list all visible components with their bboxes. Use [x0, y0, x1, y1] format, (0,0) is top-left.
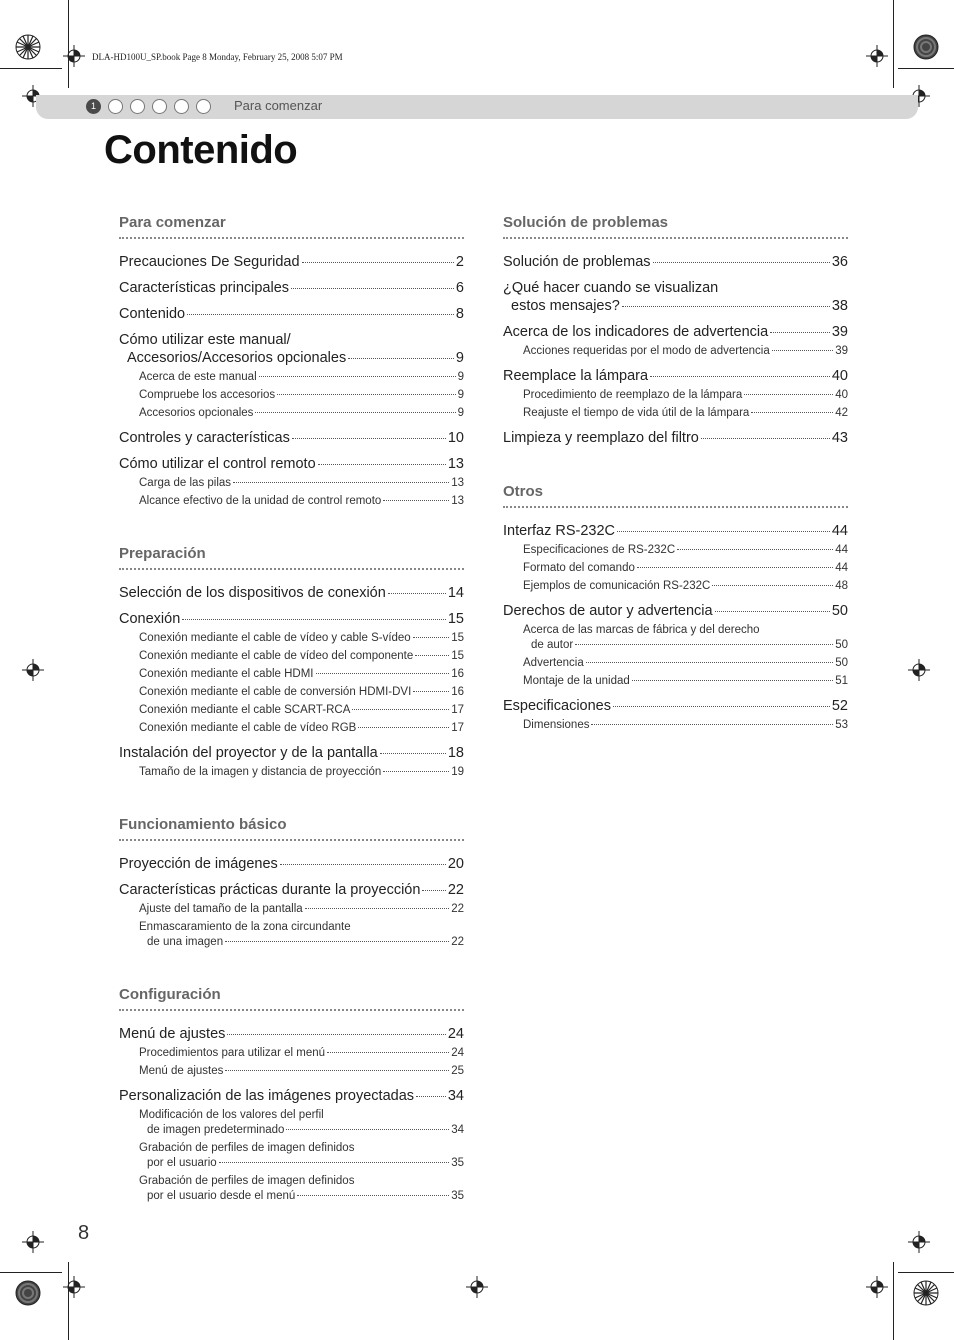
dot-leader: [383, 500, 449, 501]
toc-page-number: 50: [835, 657, 848, 669]
chapter-label: Para comenzar: [234, 98, 323, 113]
toc-page-number: 36: [831, 254, 848, 270]
dot-leader: [227, 1034, 445, 1035]
toc-entry-text: Controles y características: [119, 430, 290, 446]
toc-section: [503, 483, 848, 733]
toc-subentry[interactable]: [119, 685, 464, 700]
dot-leader: [586, 662, 833, 663]
toc-entry-text: Instalación del proyector y de la pantalla: [119, 745, 378, 761]
toc-entry[interactable]: [503, 367, 848, 385]
toc-entry-text-line2: por el usuario: [147, 1157, 217, 1169]
toc-entry-text: Conexión mediante el cable de vídeo y cable S-vídeo: [139, 632, 411, 644]
toc-section: [119, 214, 464, 509]
dot-leader: [259, 376, 456, 377]
toc-subentry[interactable]: [503, 718, 848, 733]
toc-section-title: Funcionamiento básico: [119, 816, 464, 841]
toc-entry-text: Acerca de las marcas de fábrica y del derecho: [523, 624, 760, 636]
dot-leader: [316, 673, 450, 674]
toc-entry[interactable]: [119, 429, 464, 447]
toc-page-number: 35: [451, 1157, 464, 1169]
page-number: 8: [78, 1222, 90, 1244]
toc-section-title: Otros: [503, 483, 848, 508]
toc-subentry[interactable]: [119, 902, 464, 917]
toc-section: [119, 545, 464, 780]
crosshair-circle-icon: [466, 1276, 488, 1298]
toc-page-number: 15: [451, 632, 464, 644]
dot-leader: [632, 680, 833, 681]
toc-entry-text: Reajuste el tiempo de vida útil de la lámpara: [523, 407, 750, 419]
dot-leader: [225, 941, 449, 942]
toc-entry-text: Solución de problemas: [503, 254, 651, 270]
dot-leader: [413, 691, 449, 692]
toc-entry[interactable]: [119, 584, 464, 602]
toc-entry-text: Proyección de imágenes: [119, 856, 278, 872]
toc-subentry[interactable]: [503, 674, 848, 689]
toc-entry[interactable]: [119, 881, 464, 899]
toc-section: [119, 816, 464, 950]
dot-leader: [772, 350, 833, 351]
crop-mark: [0, 1272, 62, 1273]
dot-leader: [225, 1070, 449, 1071]
toc-subentry[interactable]: [119, 1174, 464, 1204]
toc-entry-text-line2: de imagen predeterminado: [147, 1124, 285, 1136]
dot-leader: [575, 644, 833, 645]
toc-entry[interactable]: [503, 279, 848, 315]
toc-page-number: 38: [831, 298, 848, 314]
dot-leader: [291, 288, 454, 289]
toc-subentry[interactable]: [119, 721, 464, 736]
dot-leader: [305, 908, 450, 909]
toc-page-number: 39: [831, 324, 848, 340]
toc-entry-continuation: [139, 1123, 464, 1138]
dot-leader: [617, 531, 830, 532]
dot-leader: [770, 332, 830, 333]
toc-subentry[interactable]: [503, 623, 848, 653]
toc-page-number: 2: [455, 254, 464, 270]
dot-leader: [388, 593, 446, 594]
toc-page-number: 14: [447, 585, 464, 601]
toc-entry-text-line2: por el usuario desde el menú: [147, 1190, 296, 1202]
toc-entry-text: Contenido: [119, 306, 186, 322]
toc-entry[interactable]: [119, 455, 464, 473]
dot-leader: [677, 549, 833, 550]
toc-page-number: 39: [835, 345, 848, 357]
toc-page-number: 40: [835, 389, 848, 401]
toc-entry-text: Cómo utilizar este manual/: [119, 332, 291, 348]
crop-mark: [898, 68, 954, 69]
toc-entry-text: Ajuste del tamaño de la pantalla: [139, 903, 303, 915]
dot-leader: [751, 412, 833, 413]
crosshair-circle-icon: [63, 1276, 85, 1298]
dot-leader: [416, 1096, 446, 1097]
dot-leader: [591, 724, 833, 725]
dot-leader: [383, 771, 449, 772]
toc-entry[interactable]: [119, 744, 464, 762]
dot-leader: [622, 306, 830, 307]
toc-entry[interactable]: [119, 610, 464, 628]
toc-entry-text: Advertencia: [523, 657, 584, 669]
toc-page-number: 6: [455, 280, 464, 296]
toc-entry-text: Grabación de perfiles de imagen definidos: [139, 1142, 355, 1154]
toc-subentry[interactable]: [119, 370, 464, 385]
toc-page-number: 35: [451, 1190, 464, 1202]
crop-mark: [893, 0, 894, 88]
toc-entry[interactable]: [503, 697, 848, 715]
toc-section-title: Configuración: [119, 986, 464, 1011]
toc-subentry[interactable]: [119, 765, 464, 780]
toc-subentry[interactable]: [503, 543, 848, 558]
sunburst-dial-icon: [913, 1280, 939, 1306]
toc-page-number: 24: [447, 1026, 464, 1042]
dot-leader: [358, 727, 449, 728]
toc-entry-text: Menú de ajustes: [119, 1026, 226, 1042]
toc-entry-text: Formato del comando: [523, 562, 635, 574]
toc-entry-text: Conexión mediante el cable de vídeo del componente: [139, 650, 414, 662]
toc-page-number: 19: [451, 766, 464, 778]
toc-subentry[interactable]: [503, 388, 848, 403]
crop-mark: [68, 0, 69, 88]
sunburst-dial-icon: [15, 1280, 41, 1306]
page-title: Contenido: [104, 128, 298, 172]
crosshair-circle-icon: [866, 1276, 888, 1298]
toc-page-number: 15: [451, 650, 464, 662]
crosshair-circle-icon: [63, 45, 85, 67]
toc-subentry[interactable]: [119, 649, 464, 664]
toc-entry-continuation: [139, 1189, 464, 1204]
toc-subentry[interactable]: [119, 703, 464, 718]
toc-page-number: 15: [447, 611, 464, 627]
dot-leader: [712, 585, 833, 586]
sunburst-dial-icon: [913, 34, 939, 60]
chapter-dot: [196, 99, 211, 114]
dot-leader: [352, 709, 449, 710]
toc-entry-text: Cómo utilizar el control remoto: [119, 456, 316, 472]
dot-leader: [650, 376, 830, 377]
toc-page-number: 50: [831, 603, 848, 619]
toc-subentry[interactable]: [119, 920, 464, 950]
toc-section-title: Preparación: [119, 545, 464, 570]
toc-entry-text: ¿Qué hacer cuando se visualizan: [503, 280, 719, 296]
toc-subentry[interactable]: [503, 344, 848, 359]
toc-entry[interactable]: [503, 429, 848, 447]
toc-entry-text: Enmascaramiento de la zona circundante: [139, 921, 351, 933]
toc-page-number: 9: [455, 350, 464, 366]
toc-subentry[interactable]: [119, 388, 464, 403]
dot-leader: [277, 394, 455, 395]
toc-entry[interactable]: [119, 1087, 464, 1105]
toc-entry-text: Derechos de autor y advertencia: [503, 603, 713, 619]
toc-section-title: Para comenzar: [119, 214, 464, 239]
toc-entry[interactable]: [119, 855, 464, 873]
toc-page-number: 13: [447, 456, 464, 472]
toc-entry-text: Conexión mediante el cable de conversión HDMI-DVI: [139, 686, 412, 698]
toc-page-number: 17: [451, 704, 464, 716]
toc-entry-text: Acciones requeridas por el modo de advertencia: [523, 345, 770, 357]
toc-page-number: 10: [447, 430, 464, 446]
toc-entry-text: Conexión: [119, 611, 181, 627]
toc-entry-text: Especificaciones de RS-232C: [523, 544, 676, 556]
toc-entry-text: Grabación de perfiles de imagen definidos: [139, 1175, 355, 1187]
toc-entry-text: Ejemplos de comunicación RS-232C: [523, 580, 711, 592]
toc-page-number: 9: [457, 371, 464, 383]
toc-subentry[interactable]: [119, 406, 464, 421]
crop-mark: [0, 68, 62, 69]
toc-subentry[interactable]: [119, 494, 464, 509]
crop-mark: [898, 1272, 954, 1273]
toc-subentry[interactable]: [119, 631, 464, 646]
dot-leader: [187, 314, 454, 315]
toc-subentry[interactable]: [503, 579, 848, 594]
dot-leader: [280, 864, 446, 865]
toc-page-number: 18: [447, 745, 464, 761]
toc-subentry[interactable]: [503, 406, 848, 421]
toc-entry-continuation: [119, 349, 464, 367]
toc-subentry[interactable]: [119, 1046, 464, 1061]
toc-page-number: 9: [457, 389, 464, 401]
toc-section: [503, 214, 848, 447]
toc-entry[interactable]: [119, 1025, 464, 1043]
toc-page-number: 22: [451, 936, 464, 948]
toc-page-number: 13: [451, 495, 464, 507]
toc-entry-text-line2: Accesorios/Accesorios opcionales: [127, 350, 347, 366]
dot-leader: [219, 1162, 450, 1163]
toc-entry[interactable]: [503, 253, 848, 271]
toc-page-number: 13: [451, 477, 464, 489]
toc-section: [119, 986, 464, 1204]
chapter-indicator: [86, 99, 211, 114]
toc-entry-text: Especificaciones: [503, 698, 611, 714]
toc-page-number: 52: [831, 698, 848, 714]
crosshair-circle-icon: [22, 1231, 44, 1253]
toc-subentry[interactable]: [119, 1141, 464, 1171]
toc-entry-text: Compruebe los accesorios: [139, 389, 276, 401]
toc-page-number: 22: [451, 903, 464, 915]
toc-entry-text: Dimensiones: [523, 719, 590, 731]
sunburst-dial-icon: [15, 34, 41, 60]
dot-leader: [255, 412, 455, 413]
toc-entry[interactable]: [119, 331, 464, 367]
toc-entry-text: Procedimientos para utilizar el menú: [139, 1047, 326, 1059]
dot-leader: [653, 262, 830, 263]
toc-entry-text: Acerca de los indicadores de advertencia: [503, 324, 769, 340]
toc-page-number: 20: [447, 856, 464, 872]
chapter-dot: [108, 99, 123, 114]
toc-page-number: 43: [831, 430, 848, 446]
toc-page-number: 42: [835, 407, 848, 419]
toc-entry-text: Modificación de los valores del perfil: [139, 1109, 324, 1121]
toc-entry-continuation: [503, 297, 848, 315]
toc-entry-text-line2: estos mensajes?: [511, 298, 620, 314]
toc-entry-text: Conexión mediante el cable de vídeo RGB: [139, 722, 357, 734]
toc-entry-text: Reemplace la lámpara: [503, 368, 649, 384]
toc-entry-text: Limpieza y reemplazo del filtro: [503, 430, 699, 446]
dot-leader: [701, 438, 830, 439]
toc-entry-text: Selección de los dispositivos de conexión: [119, 585, 386, 601]
toc-left-column: [119, 214, 464, 1240]
toc-entry-text: Conexión mediante el cable SCART-RCA: [139, 704, 351, 716]
chapter-dot-active: 1: [86, 99, 101, 114]
toc-entry-text: Precauciones De Seguridad: [119, 254, 300, 270]
dot-leader: [744, 394, 833, 395]
toc-entry-text: Montaje de la unidad: [523, 675, 630, 687]
toc-page-number: 8: [455, 306, 464, 322]
toc-entry-continuation: [139, 935, 464, 950]
dot-leader: [348, 358, 454, 359]
toc-entry-text: Procedimiento de reemplazo de la lámpara: [523, 389, 743, 401]
chapter-dot: [130, 99, 145, 114]
toc-entry[interactable]: [503, 602, 848, 620]
toc-page-number: 22: [447, 882, 464, 898]
toc-entry-text: Interfaz RS-232C: [503, 523, 616, 539]
toc-entry-continuation: [139, 1156, 464, 1171]
crop-mark: [893, 1262, 894, 1340]
toc-page-number: 50: [835, 639, 848, 651]
dot-leader: [302, 262, 454, 263]
toc-entry-continuation: [523, 638, 848, 653]
crosshair-circle-icon: [22, 659, 44, 681]
toc-entry[interactable]: [503, 323, 848, 341]
dot-leader: [637, 567, 833, 568]
toc-section-title: Solución de problemas: [503, 214, 848, 239]
toc-subentry[interactable]: [119, 1064, 464, 1079]
dot-leader: [182, 619, 446, 620]
toc-entry[interactable]: [119, 305, 464, 323]
crosshair-circle-icon: [908, 659, 930, 681]
toc-page-number: 53: [835, 719, 848, 731]
toc-subentry[interactable]: [119, 1108, 464, 1138]
toc-page-number: 51: [835, 675, 848, 687]
crosshair-circle-icon: [866, 45, 888, 67]
toc-page-number: 34: [447, 1088, 464, 1104]
toc-page-number: 25: [451, 1065, 464, 1077]
dot-leader: [413, 637, 450, 638]
toc-page-number: 40: [831, 368, 848, 384]
toc-subentry[interactable]: [503, 561, 848, 576]
crosshair-circle-icon: [908, 1231, 930, 1253]
toc-entry-text: Acerca de este manual: [139, 371, 257, 383]
toc-subentry[interactable]: [503, 656, 848, 671]
toc-entry-text: Conexión mediante el cable HDMI: [139, 668, 314, 680]
toc-entry-text: Accesorios opcionales: [139, 407, 254, 419]
toc-entry-text: Características prácticas durante la proyección: [119, 882, 421, 898]
toc-entry-text: Alcance efectivo de la unidad de control remoto: [139, 495, 382, 507]
dot-leader: [292, 438, 446, 439]
dot-leader: [297, 1195, 449, 1196]
dot-leader: [415, 655, 449, 656]
dot-leader: [422, 890, 445, 891]
toc-page-number: 34: [451, 1124, 464, 1136]
chapter-dot: [174, 99, 189, 114]
toc-entry-text-line2: de autor: [531, 639, 574, 651]
dot-leader: [233, 482, 449, 483]
toc-entry[interactable]: [119, 279, 464, 297]
print-header: DLA-HD100U_SP.book Page 8 Monday, February 25, 2008 5:07 PM: [92, 52, 343, 62]
toc-entry[interactable]: [119, 253, 464, 271]
toc-entry-text: Carga de las pilas: [139, 477, 232, 489]
dot-leader: [318, 464, 446, 465]
toc-subentry[interactable]: [119, 476, 464, 491]
toc-page-number: 44: [831, 523, 848, 539]
toc-entry-text: Menú de ajustes: [139, 1065, 224, 1077]
toc-entry[interactable]: [503, 522, 848, 540]
toc-page-number: 16: [451, 668, 464, 680]
toc-page-number: 17: [451, 722, 464, 734]
dot-leader: [286, 1129, 449, 1130]
toc-right-column: [503, 214, 848, 769]
toc-page-number: 16: [451, 686, 464, 698]
dot-leader: [327, 1052, 449, 1053]
toc-page-number: 24: [451, 1047, 464, 1059]
toc-page-number: 44: [835, 562, 848, 574]
dot-leader: [715, 611, 830, 612]
crop-mark: [68, 1262, 69, 1340]
chapter-dot: [152, 99, 167, 114]
toc-entry-text: Personalización de las imágenes proyectadas: [119, 1088, 415, 1104]
toc-page-number: 44: [835, 544, 848, 556]
dot-leader: [380, 753, 446, 754]
toc-entry-text-line2: de una imagen: [147, 936, 224, 948]
toc-page-number: 9: [457, 407, 464, 419]
toc-page-number: 48: [835, 580, 848, 592]
toc-entry-text: Características principales: [119, 280, 290, 296]
toc-entry-text: Tamaño de la imagen y distancia de proyección: [139, 766, 382, 778]
dot-leader: [613, 706, 830, 707]
toc-subentry[interactable]: [119, 667, 464, 682]
